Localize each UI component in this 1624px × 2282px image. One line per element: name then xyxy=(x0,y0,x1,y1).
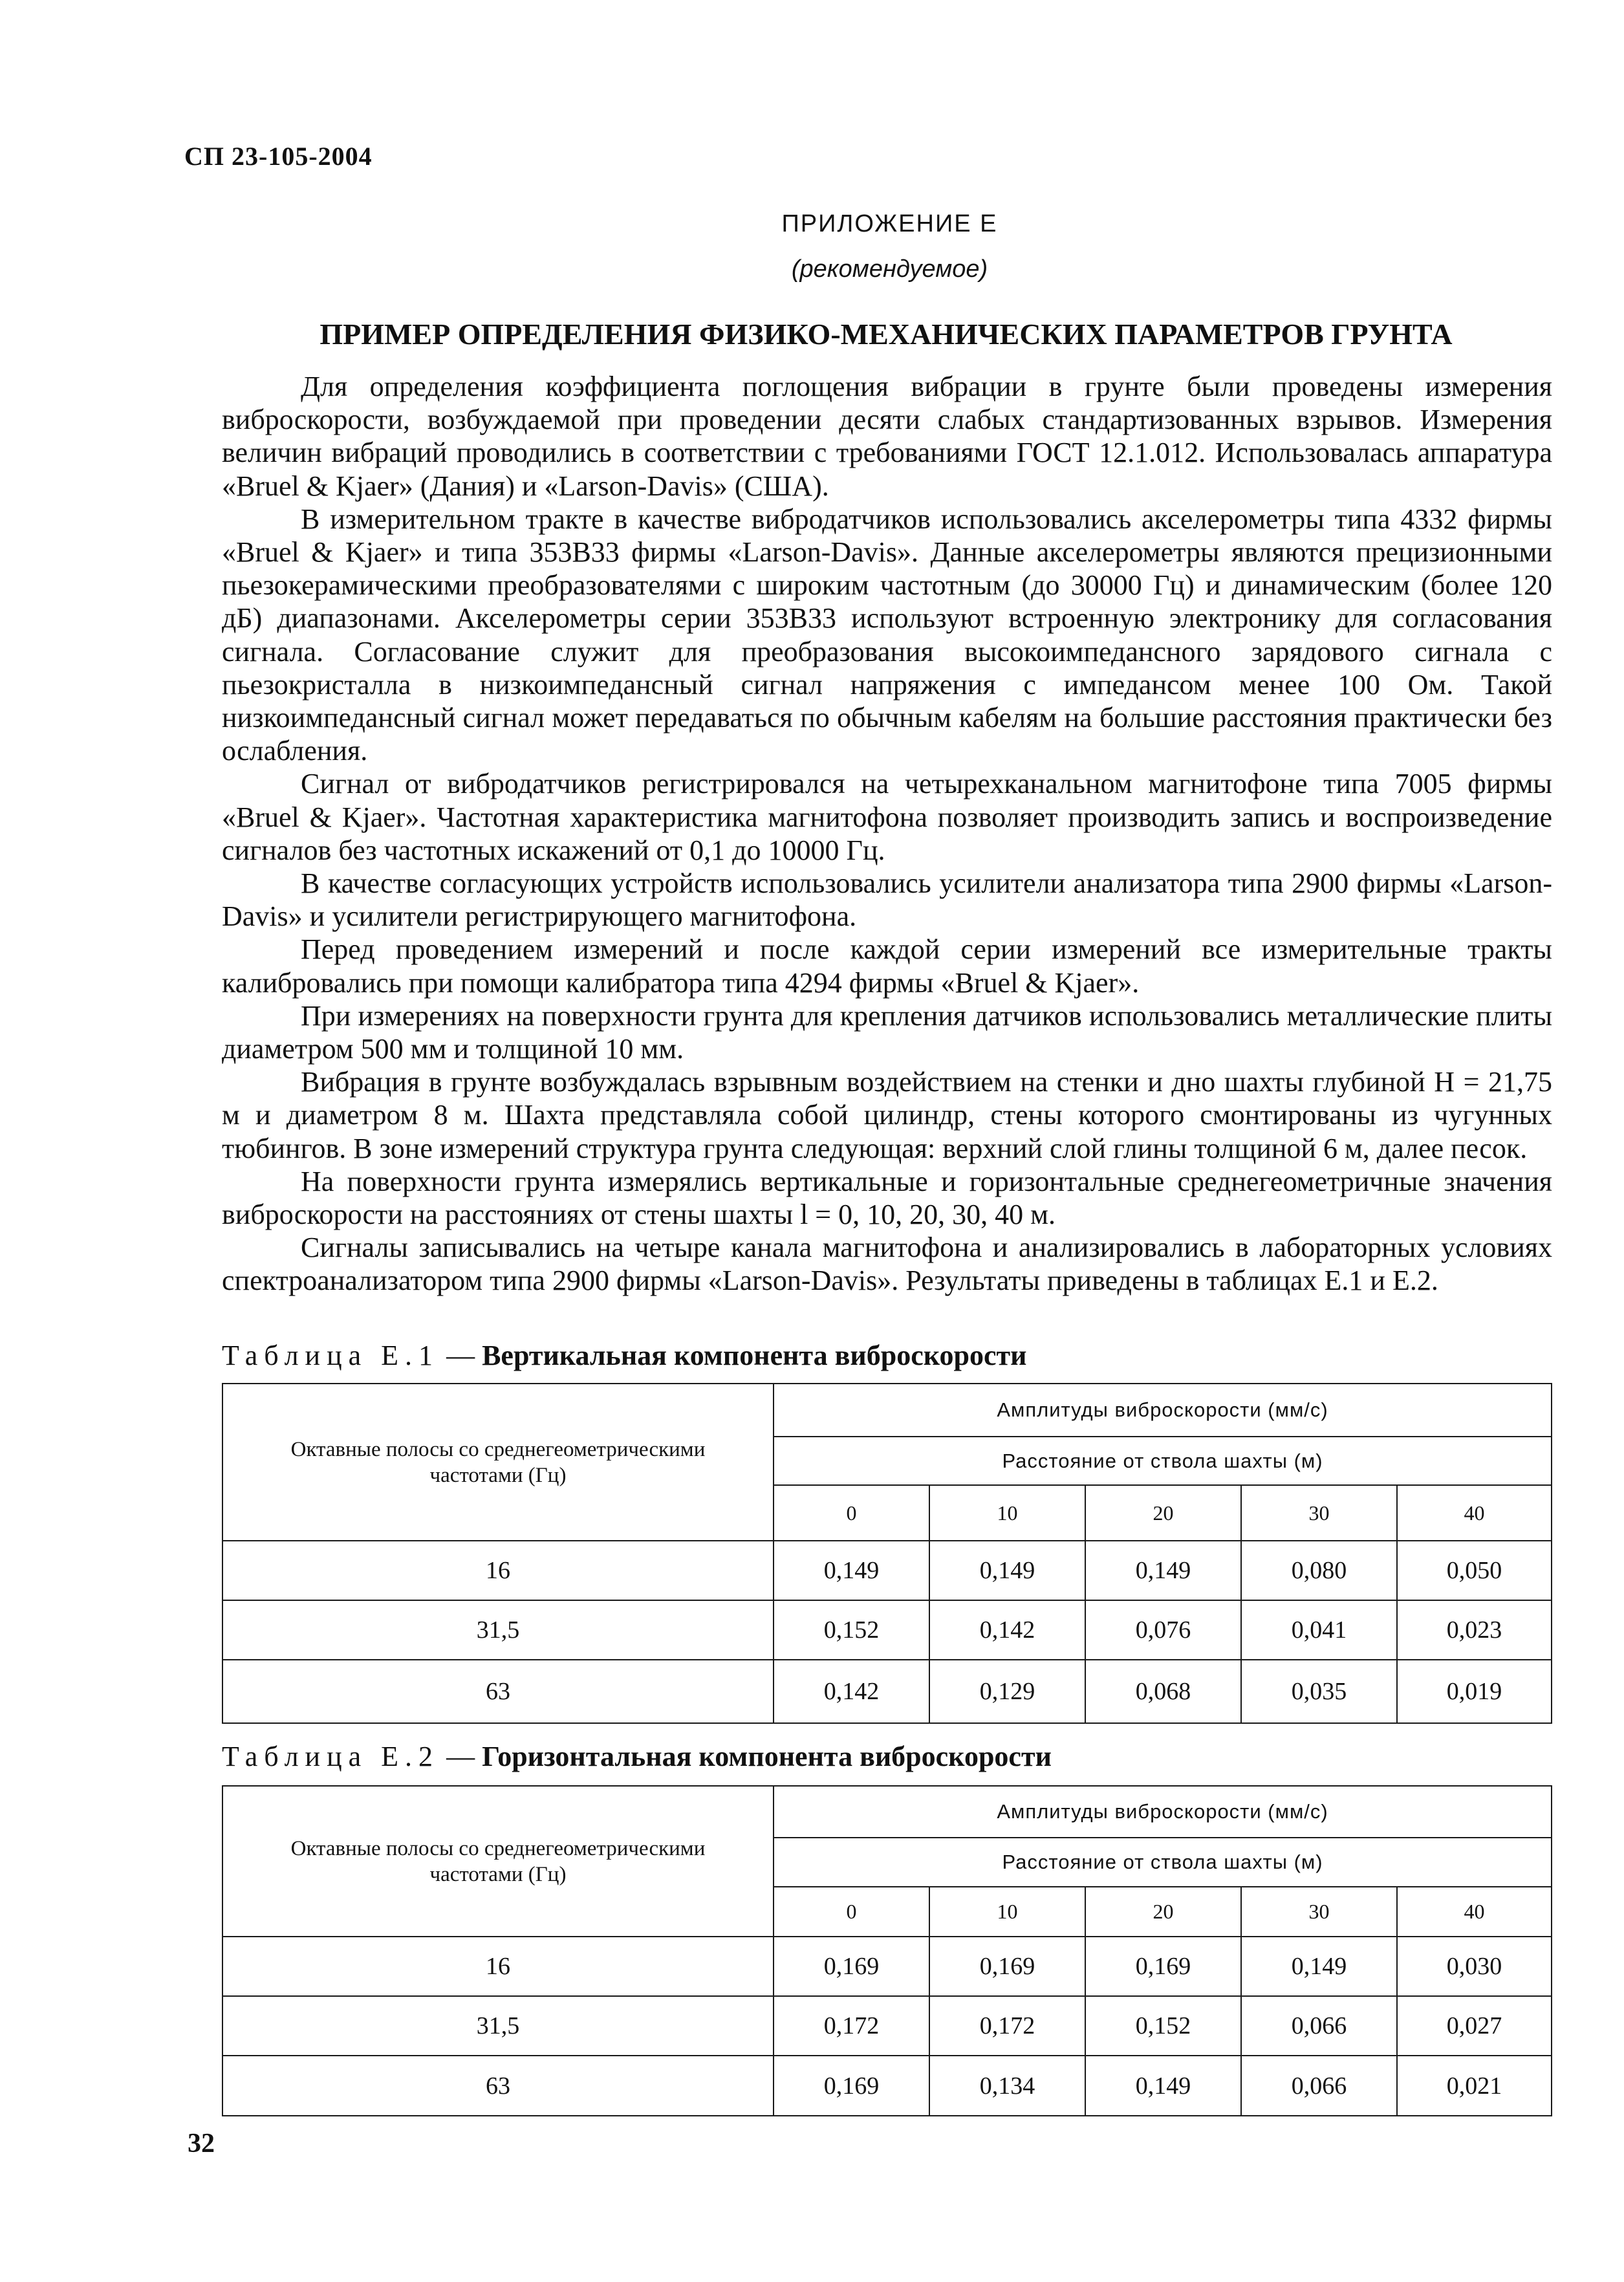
value-cell: 0,021 xyxy=(1397,2056,1552,2116)
frequency-cell: 63 xyxy=(222,1660,774,1723)
document-code: СП 23-105-2004 xyxy=(184,142,373,171)
distance-header: 10 xyxy=(929,1887,1085,1937)
value-cell: 0,027 xyxy=(1397,1996,1552,2056)
value-cell: 0,019 xyxy=(1397,1660,1552,1723)
table-2-title: Горизонтальная компонента виброскорости xyxy=(482,1741,1052,1772)
value-cell: 0,149 xyxy=(1085,1541,1241,1600)
distance-header: 0 xyxy=(774,1887,929,1937)
value-cell: 0,035 xyxy=(1241,1660,1397,1723)
table-row xyxy=(222,1937,1552,1996)
distance-header: 40 xyxy=(1397,1485,1552,1541)
table-row xyxy=(222,1541,1552,1600)
value-cell: 0,152 xyxy=(774,1600,929,1660)
distance-header: 10 xyxy=(929,1485,1085,1541)
paragraph: Перед проведением измерений и после каждой серии измерений все измерительные тракты калибровались при помощи калибратора типа 4294 фирмы «Bruel & Kjaer». xyxy=(222,933,1552,999)
table-row xyxy=(222,1600,1552,1660)
paragraph: Сигнал от вибродатчиков регистрировался на четырехканальном магнитофоне типа 7005 фирмы «Bruel & Kjaer». Частотная характеристика магнитофона позволяет производить запись и воспроизведение сигналов без частотных искажений от 0,1 до 10000 Гц. xyxy=(222,768,1552,866)
value-cell: 0,149 xyxy=(1085,2056,1241,2116)
paragraph: В качестве согласующих устройств использовались усилители анализатора типа 2900 фирмы «Larson-Davis» и усилители регистрирующего магнитофона. xyxy=(222,867,1552,933)
value-cell: 0,129 xyxy=(929,1660,1085,1723)
value-cell: 0,169 xyxy=(774,1937,929,1996)
table-2-label: Таблица Е.2 xyxy=(222,1741,440,1772)
value-cell: 0,076 xyxy=(1085,1600,1241,1660)
main-heading: ПРИМЕР ОПРЕДЕЛЕНИЯ ФИЗИКО-МЕХАНИЧЕСКИХ ПАРАМЕТРОВ ГРУНТА xyxy=(319,318,1453,351)
value-cell: 0,041 xyxy=(1241,1600,1397,1660)
sub-header-cell: Расстояние от ствола шахты (м) xyxy=(774,1838,1552,1887)
paragraph: Сигналы записывались на четыре канала магнитофона и анализировались в лабораторных условиях спектроанализатором типа 2900 фирмы «Larson-Davis». Результаты приведены в таблицах Е.1 и Е.2. xyxy=(222,1232,1552,1297)
distance-header: 30 xyxy=(1241,1887,1397,1937)
table-row xyxy=(222,1996,1552,2056)
paragraph: В измерительном тракте в качестве вибродатчиков использовались акселерометры типа 4332 фирмы «Bruel & Kjaer» и типа 353B33 фирмы «Larson-Davis». Данные акселерометры являются прецизионными пьезокерамическими преобразователями с широким частотным (до 30000 Гц) и динамическим (более 120 дБ) диапазонами. Акселерометры серии 353B33 используют встроенную электронику для согласования сигнала. Согласование служит для преобразования высокоимпедансного зарядового сигнала с пьезокристалла в низкоимпедансный сигнал напряжения с импедансом менее 100 Ом. Такой низкоимпедансный сигнал может передаваться по обычным кабелям на большие расстояния практически без ослабления. xyxy=(222,503,1552,767)
paragraph: Вибрация в грунте возбуждалась взрывным воздействием на стенки и дно шахты глубиной H = 21,75 м и диаметром 8 м. Шахта представляла собой цилиндр, стены которого смонтированы из чугунных тюбингов. В зоне измерений структура грунта следующая: верхний слой глины толщиной 6 м, далее песок. xyxy=(222,1066,1552,1164)
value-cell: 0,169 xyxy=(774,2056,929,2116)
table-2 xyxy=(222,1785,1552,2116)
appendix-status: (рекомендуемое) xyxy=(791,255,988,283)
value-cell: 0,149 xyxy=(1241,1937,1397,1996)
table-1-caption xyxy=(222,1339,1026,1372)
paragraph: Для определения коэффициента поглощения вибрации в грунте были проведены измерения виброскорости, возбуждаемой при проведении десяти слабых стандартизованных взрывов. Измерения величин вибраций проводились в соответствии с требованиями ГОСТ 12.1.012. Использовалась аппаратура «Bruel & Kjaer» (Дания) и «Larson-Davis» (США). xyxy=(222,371,1552,502)
value-cell: 0,142 xyxy=(929,1600,1085,1660)
distance-header: 0 xyxy=(774,1485,929,1541)
value-cell: 0,142 xyxy=(774,1660,929,1723)
row-header-cell: Октавные полосы со среднегеометрическими частотами (Гц) xyxy=(222,1384,774,1541)
frequency-cell: 16 xyxy=(222,1937,774,1996)
table-row xyxy=(222,2056,1552,2116)
distance-header: 20 xyxy=(1085,1887,1241,1937)
table-row xyxy=(222,1660,1552,1723)
group-header-cell: Амплитуды виброскорости (мм/с) xyxy=(774,1786,1552,1838)
frequency-cell: 31,5 xyxy=(222,1996,774,2056)
table-1-dash: — xyxy=(446,1340,475,1371)
appendix-title: ПРИЛОЖЕНИЕ Е xyxy=(781,210,998,237)
sub-header-cell: Расстояние от ствола шахты (м) xyxy=(774,1437,1552,1485)
value-cell: 0,030 xyxy=(1397,1937,1552,1996)
page-number: 32 xyxy=(188,2129,215,2158)
table-2-dash: — xyxy=(446,1741,475,1772)
row-header-cell: Октавные полосы со среднегеометрическими частотами (Гц) xyxy=(222,1786,774,1937)
value-cell: 0,066 xyxy=(1241,1996,1397,2056)
paragraph: При измерениях на поверхности грунта для крепления датчиков использовались металлические плиты диаметром 500 мм и толщиной 10 мм. xyxy=(222,999,1552,1065)
value-cell: 0,172 xyxy=(774,1996,929,2056)
body-text xyxy=(222,370,1552,1298)
frequency-cell: 31,5 xyxy=(222,1600,774,1660)
table-1-label: Таблица Е.1 xyxy=(222,1340,440,1371)
value-cell: 0,149 xyxy=(929,1541,1085,1600)
distance-header: 20 xyxy=(1085,1485,1241,1541)
value-cell: 0,149 xyxy=(774,1541,929,1600)
value-cell: 0,068 xyxy=(1085,1660,1241,1723)
value-cell: 0,169 xyxy=(1085,1937,1241,1996)
value-cell: 0,134 xyxy=(929,2056,1085,2116)
value-cell: 0,152 xyxy=(1085,1996,1241,2056)
group-header-cell: Амплитуды виброскорости (мм/с) xyxy=(774,1384,1552,1437)
value-cell: 0,172 xyxy=(929,1996,1085,2056)
table-2-caption xyxy=(222,1740,1052,1773)
value-cell: 0,023 xyxy=(1397,1600,1552,1660)
frequency-cell: 63 xyxy=(222,2056,774,2116)
table-1 xyxy=(222,1383,1552,1724)
distance-header: 40 xyxy=(1397,1887,1552,1937)
paragraph: На поверхности грунта измерялись вертикальные и горизонтальные среднегеометричные значения виброскорости на расстояниях от стены шахты l = 0, 10, 20, 30, 40 м. xyxy=(222,1165,1552,1231)
distance-header: 30 xyxy=(1241,1485,1397,1541)
value-cell: 0,066 xyxy=(1241,2056,1397,2116)
value-cell: 0,050 xyxy=(1397,1541,1552,1600)
value-cell: 0,169 xyxy=(929,1937,1085,1996)
frequency-cell: 16 xyxy=(222,1541,774,1600)
table-1-title: Вертикальная компонента виброскорости xyxy=(482,1340,1027,1371)
value-cell: 0,080 xyxy=(1241,1541,1397,1600)
